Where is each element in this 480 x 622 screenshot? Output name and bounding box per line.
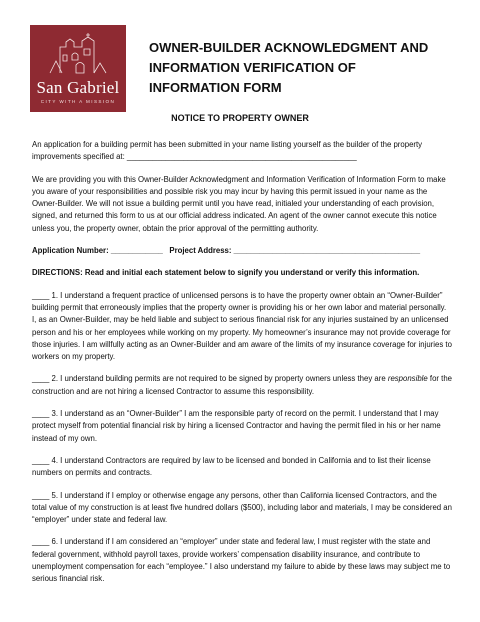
application-fields bbox=[32, 245, 452, 257]
logo-city-name: San Gabriel bbox=[36, 78, 120, 97]
statement-2-emphasis: responsible bbox=[387, 374, 428, 384]
statement-6: ____ 6. I understand if I am considered an “employer” under state and federal law, I must register with the state and federal government, withhold payroll taxes, provide workers’ compensation disability insurance, and contribute to unemployment compensation for each “employee.” I also understand my failure to abide by these laws may subject me to serious financial risk. bbox=[32, 537, 451, 584]
intro-paragraph: An application for a building permit has been submitted in your name listing yourself as the builder of the property improvements specified at: _____________________________________________________ bbox=[32, 140, 423, 162]
statement-1: ____ 1. I understand a frequent practice of unlicensed persons is to have the property owner obtain an “Owner-Builder” building permit that erroneously implies that the property owner is providing his or her own labor and material personally. I, as an Owner-Builder, may be held liable and subject to serious financial risk for any injuries sustained by an unlicensed person and his or her employees while working on my property. My homeowner’s insurance may not provide coverage for those injuries. I am willfully acting as an Owner-Builder and am aware of the limits of my insurance coverage for injuries to workers on my property. bbox=[32, 290, 452, 362]
statement-2-end: for the construction and are not hiring a licensed Contractor to assume this responsibility. bbox=[32, 374, 453, 396]
purpose-paragraph: We are providing you with this Owner-Builder Acknowledgment and Information Verification of Information Form to make you aware of your responsibilities and possible risk you may incur by having this permit issued in your name as the Owner-Builder. We will not issue a building permit until you have read, initialed your understanding of each provision, signed, and returned this form to us at our official address indicated. An agent of the owner cannot execute this notice unless you, the property owner, obtain the prior approval of the permitting authority. bbox=[32, 174, 446, 233]
form-title: OWNER-BUILDER ACKNOWLEDGMENT AND INFORMATION VERIFICATION OF INFORMATION FORM bbox=[149, 40, 429, 95]
statement-4: ____ 4. I understand Contractors are required by law to be licensed and bonded in California and to list their license numbers on permits and contracts. bbox=[32, 455, 431, 478]
project-address-field[interactable]: Project Address: ___________________________________________ bbox=[169, 246, 421, 256]
statement-3: ____ 3. I understand as an “Owner-Builder” I am the responsible party of record on the permit. I understand that I may protect myself from potential financial risk by hiring a licensed Contractor and having the permit filed in his or her name instead of my own. bbox=[32, 409, 441, 443]
logo-tagline: CITY WITH A MISSION bbox=[40, 99, 116, 104]
directions-paragraph: DIRECTIONS: Read and initial each statement below to signify you understand or verify this information. bbox=[32, 268, 420, 278]
city-logo bbox=[30, 25, 126, 112]
notice-heading: NOTICE TO PROPERTY OWNER bbox=[171, 113, 309, 123]
statement-2 bbox=[32, 373, 452, 398]
statement-2-start: ____ 2. I understand building permits are not required to be signed by property owners unless they are bbox=[32, 374, 388, 384]
form-body bbox=[32, 139, 452, 596]
statement-5: ____ 5. I understand if I employ or otherwise engage any persons, other than California licensed Contractors, and the total value of my construction is at least five hundred dollars ($500), including labor and materials, I may be considered an “employer” under state and federal law. bbox=[32, 490, 452, 525]
application-number-field[interactable]: Application Number: ____________ bbox=[32, 246, 163, 256]
